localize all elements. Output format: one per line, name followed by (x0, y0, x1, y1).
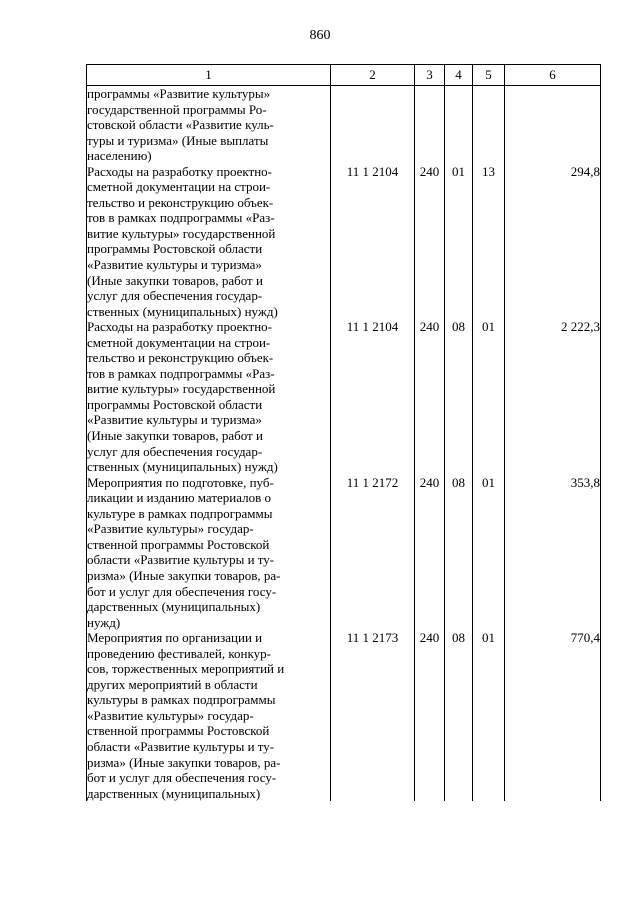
table-row (87, 164, 601, 319)
item-column-4 (445, 86, 473, 164)
item-description: Расходы на разработку проектно- сметной документации на строи- тельство и реконструкцию объек- тов в рамках подпрограммы «Раз- витие культуры» государственной программы Ростовской области «Развитие культуры и туризма» (Иные закупки товаров, работ и услуг для обеспечения государ- ственных (муниципальных) нужд) (87, 164, 331, 319)
item-column-5: 01 (473, 630, 505, 801)
item-amount: 353,8 (505, 475, 601, 630)
item-column-3: 240 (415, 630, 445, 801)
column-header: 5 (473, 65, 505, 86)
column-header: 1 (87, 65, 331, 86)
item-column-3: 240 (415, 475, 445, 630)
item-column-3: 240 (415, 319, 445, 474)
item-code: 11 1 2172 (331, 475, 415, 630)
column-header: 6 (505, 65, 601, 86)
budget-table (86, 64, 601, 801)
item-code: 11 1 2104 (331, 164, 415, 319)
item-column-5: 01 (473, 475, 505, 630)
item-description: Мероприятия по организации и проведению фестивалей, конкур- сов, торжественных мероприятий и других мероприятий в области культуры в рамках подпрограммы «Развитие культуры» государ- ственной программы Ростовской области «Развитие культуры и ту- ризма» (Иные закупки товаров, ра- бот и услуг для обеспечения госу- дарственных (муниципальных) (87, 630, 331, 801)
item-column-5: 13 (473, 164, 505, 319)
table-row (87, 319, 601, 474)
item-column-4: 08 (445, 630, 473, 801)
item-amount: 770,4 (505, 630, 601, 801)
item-column-4: 08 (445, 319, 473, 474)
item-column-4: 08 (445, 475, 473, 630)
item-code: 11 1 2104 (331, 319, 415, 474)
item-amount (505, 86, 601, 164)
item-description: Расходы на разработку проектно- сметной документации на строи- тельство и реконструкцию объек- тов в рамках подпрограммы «Раз- витие культуры» государственной программы Ростовской области «Развитие культуры и туризма» (Иные закупки товаров, работ и услуг для обеспечения государ- ственных (муниципальных) нужд) (87, 319, 331, 474)
table-row (87, 475, 601, 630)
item-column-3: 240 (415, 164, 445, 319)
item-column-4: 01 (445, 164, 473, 319)
page-number: 860 (309, 28, 331, 43)
item-amount: 2 222,3 (505, 319, 601, 474)
item-amount: 294,8 (505, 164, 601, 319)
table-row (87, 86, 601, 164)
item-description: Мероприятия по подготовке, пуб- ликации и изданию материалов о культуре в рамках подпрограммы «Развитие культуры» государ- ственной программы Ростовской области «Развитие культуры и ту- ризма» (Иные закупки товаров, ра- бот и услуг для обеспечения госу- дарственных (муниципальных) нужд) (87, 475, 331, 630)
item-description: программы «Развитие культуры» государственной программы Ро- стовской области «Развитие куль- туры и туризма» (Иные выплаты населению) (87, 86, 331, 164)
column-header: 2 (331, 65, 415, 86)
item-column-3 (415, 86, 445, 164)
item-column-5 (473, 86, 505, 164)
column-header: 3 (415, 65, 445, 86)
column-header: 4 (445, 65, 473, 86)
item-code: 11 1 2173 (331, 630, 415, 801)
table-row (87, 630, 601, 801)
item-column-5: 01 (473, 319, 505, 474)
item-code (331, 86, 415, 164)
header-row (87, 65, 601, 86)
